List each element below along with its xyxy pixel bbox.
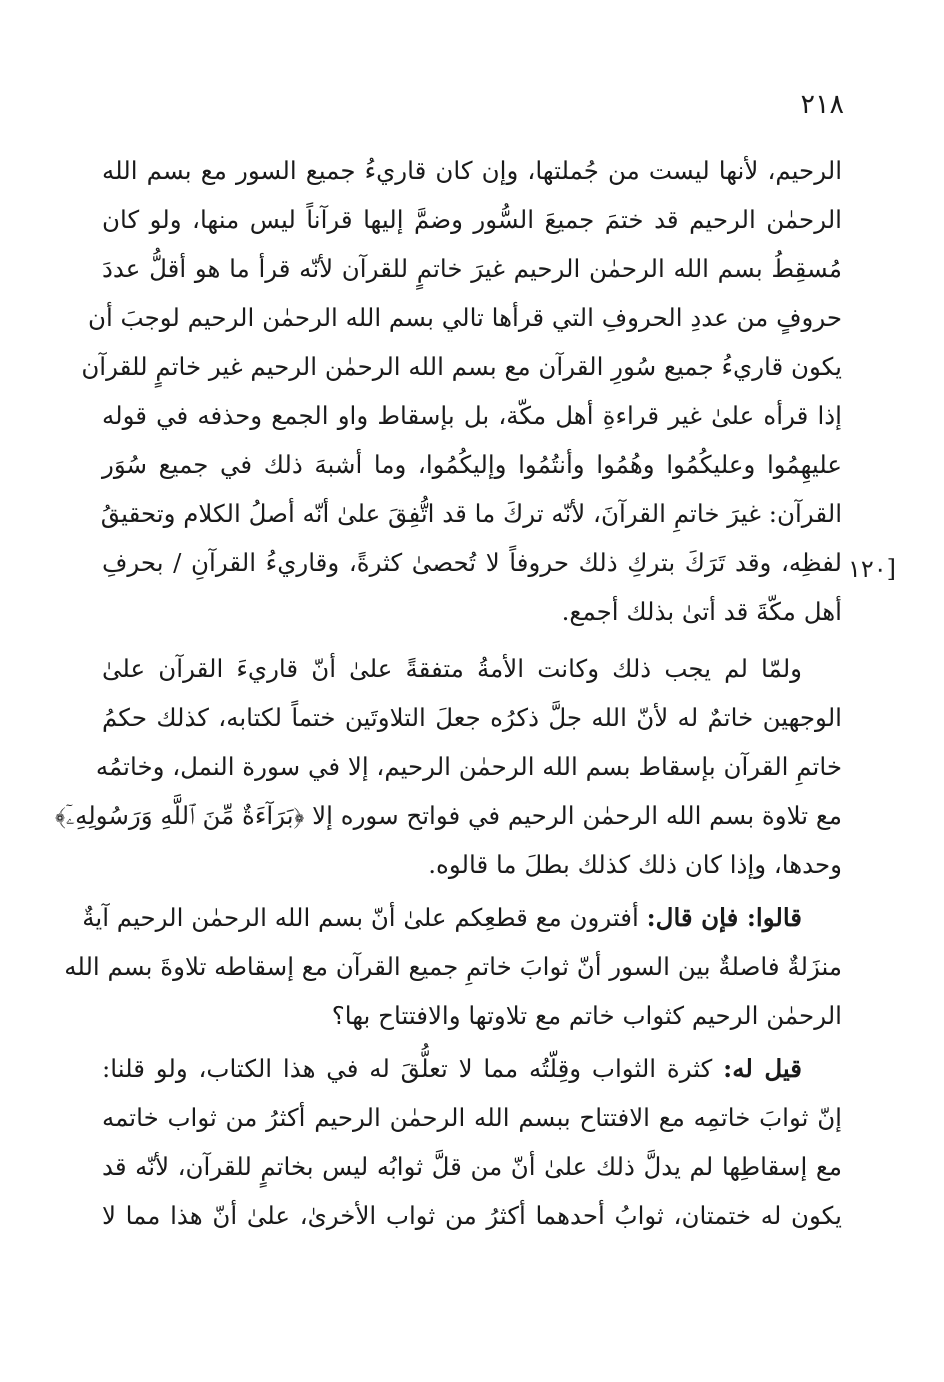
text-line: أهل مكّةَ قد أتىٰ بذلك أجمع.	[561, 597, 842, 626]
text-line: مع إسقاطِها لم يدلَّ ذلك علىٰ أنّ من قلَّ ثوابُه ليس بخاتمٍ للقرآن، لأنّه قد	[102, 1152, 842, 1181]
text-line: مع تلاوة بسم الله الرحمٰن الرحيم في فواتح سوره إلا ﴿بَرَآءَةٌ مِّنَ ٱللَّهِ وَرَسُولِهِۦٓ﴾	[54, 801, 842, 830]
paragraph-1	[81, 146, 842, 636]
paragraph-3	[64, 893, 842, 1040]
text-line: عليهِمُوا وعليكُمُوا وهُمُوا وأنتُمُوا وإليكُمُوا، وما أشبهَ ذلك في جميع سُوَر	[102, 450, 842, 479]
text-line: وحدها، وإذا كان ذلك كذلك بطلَ ما قالوه.	[428, 850, 842, 879]
text-line: مُسقِطُ بسم الله الرحمٰن الرحيم غيرَ خاتمٍ للقرآن لأنّه قرأ ما هو أقلُّ عددَ	[102, 254, 842, 283]
text-line: الرحمٰن الرحيم قد ختمَ جميعَ السُّور وضمَّ إليها قرآناً ليس منها، ولو كان	[102, 205, 842, 234]
text-line: منزَلةٌ فاصلةٌ بين السور أنّ ثوابَ خاتمِ جميع القرآن مع إسقاطه تلاوةَ بسم الله	[64, 952, 842, 981]
text-line: القرآن: غيرَ خاتمِ القرآنَ، لأنّه تركَ ما قد اتُّفِقَ علىٰ أنّه أصلُ الكلام وتحقيقُ	[100, 499, 842, 528]
speaker-label: قالوا: فإن قال:	[646, 903, 802, 932]
text-span: أفترون مع قطعِكم علىٰ أنّ بسم الله الرحمٰن الرحيم آيةٌ	[82, 903, 639, 932]
speaker-label: قيل له:	[723, 1054, 803, 1083]
text-span: كثرة الثواب وقِلّتُه مما لا تعلُّقَ له في هذا الكتاب، ولو قلنا:	[102, 1054, 713, 1083]
page-number: ٢١٨	[800, 89, 844, 120]
paragraph-4	[102, 1044, 842, 1240]
text-line: إنّ ثوابَ خاتمِه مع الافتتاح ببسم الله الرحمٰن الرحيم أكثرُ من ثواب خاتمه	[102, 1103, 842, 1132]
text-line: حروفٍ من عددِ الحروفِ التي قرأها تالي بسم الله الرحمٰن الرحيم لوجبَ أن	[87, 303, 842, 332]
text-line: يكون له ختمتان، ثوابُ أحدهما أكثرُ من ثواب الأخرىٰ، علىٰ أنّ هذا مما لا	[102, 1201, 842, 1230]
text-line: الوجهين خاتمٌ له لأنّ الله جلَّ ذكرُه جعلَ التلاوتَين ختماً لكتابه، كذلك حكمُ	[102, 703, 842, 732]
text-line	[82, 893, 842, 942]
text-line: إذا قرأه علىٰ غير قراءةِ أهل مكّة، بل بإسقاط واو الجمع وحذفه في قوله	[102, 401, 842, 430]
text-line: خاتمِ القرآن بإسقاط بسم الله الرحمٰن الرحيم، إلا في سورة النمل، وخاتمُه	[95, 752, 842, 781]
margin-folio-marker: [١٢٠	[848, 555, 897, 583]
text-line	[102, 1044, 842, 1093]
text-line: ولمّا لم يجب ذلك وكانت الأمةُ متفقةً علىٰ أنّ قاريءَ القرآن علىٰ	[102, 654, 802, 683]
text-line: الرحيم، لأنها ليست من جُملتها، وإن كان قاريءُ جميع السور مع بسم الله	[102, 156, 842, 185]
paragraph-2	[54, 644, 842, 889]
text-line: لفظِه، وقد تَرَكَ بتركِ ذلك حروفاً لا تُحصىٰ كثرةً، وقاريءُ القرآنِ / بحرفِ	[102, 548, 842, 577]
text-line: الرحمٰن الرحيم كثواب خاتم مع تلاوتها والافتتاح بها؟	[331, 1001, 842, 1030]
text-line: يكون قاريءُ جميع سُورِ القرآن مع بسم الله الرحمٰن الرحيم غير خاتمٍ للقرآن	[81, 352, 842, 381]
